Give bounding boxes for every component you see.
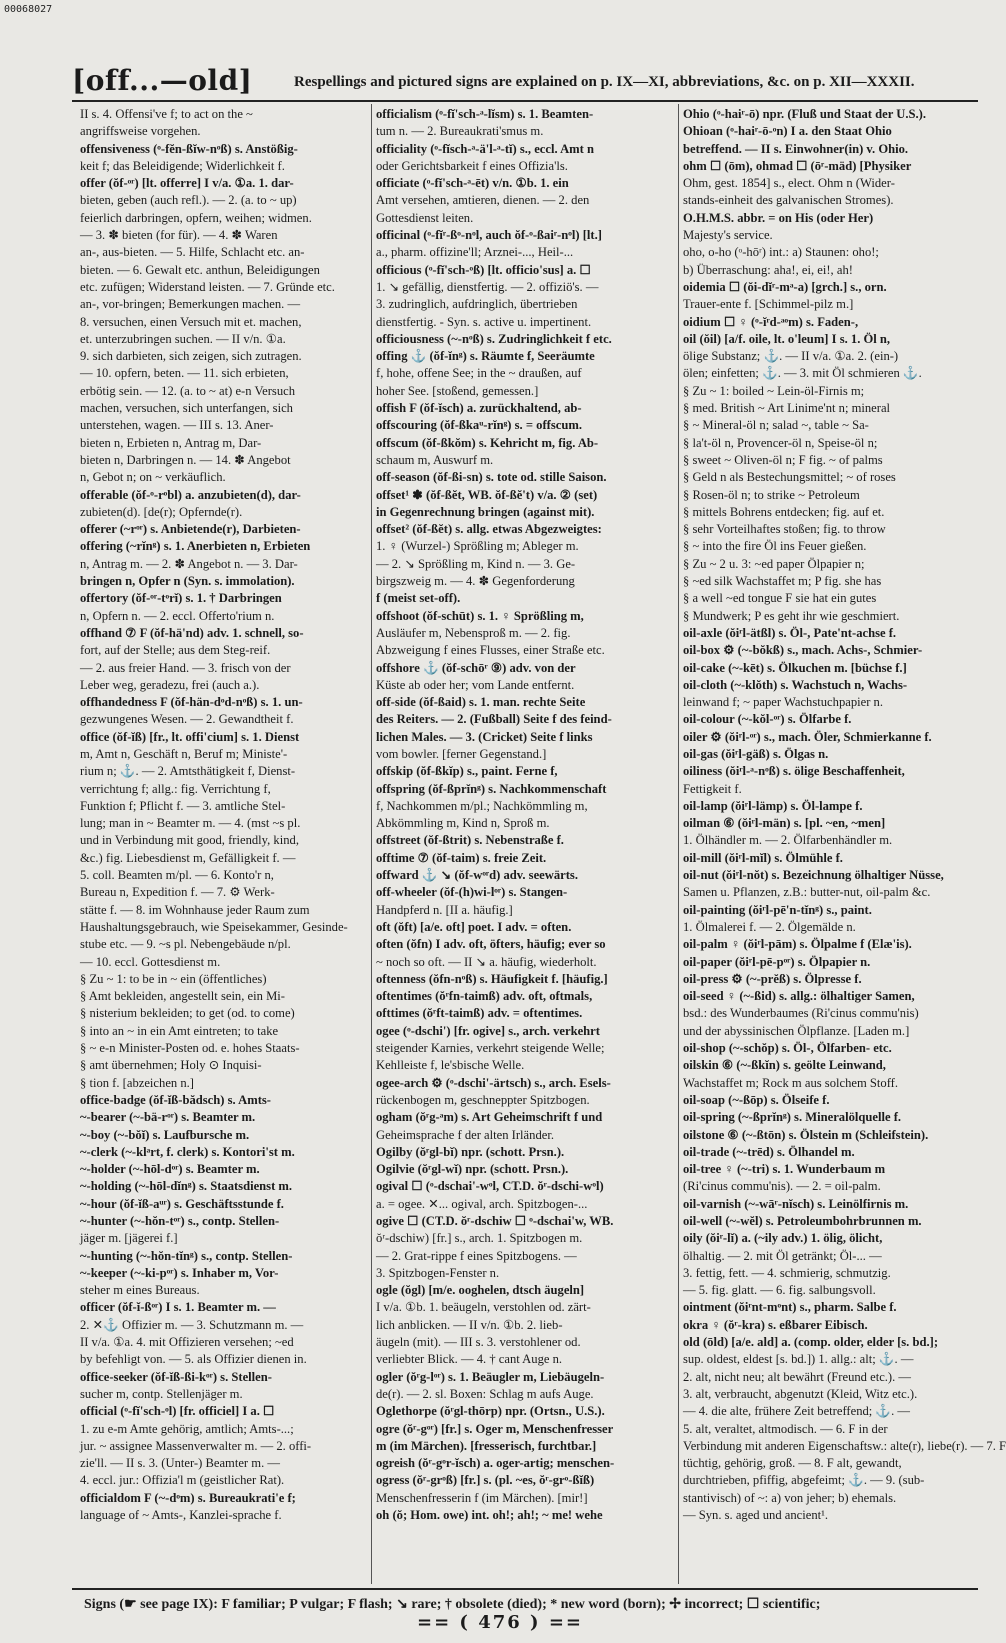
entry-line: Fettigkeit f. xyxy=(683,781,742,796)
entry-line: 1. Ölmalerei f. — 2. Ölgemälde n. xyxy=(683,919,856,934)
entry-line: oftentimes (ŏʳfn-taimß) adv. oft, oftmals, xyxy=(376,989,593,1004)
entry-line: offing ⚓ (ŏf-ĭnᵍ) s. Räumte f, Seeräumte xyxy=(376,349,595,364)
entry-line: rückenbogen m, geschneppter Spitzbogen. xyxy=(376,1092,590,1107)
entry-line: 5. coll. Beamten m/pl. — 6. Konto'r n, xyxy=(80,868,274,883)
entry-line: — 2. Grat-rippe f eines Spitzbogens. — xyxy=(376,1248,577,1263)
entry-line: official (ᵒ-fĭ'sch-ᵒl) [fr. officiel] I a. ☐ xyxy=(80,1404,275,1419)
entry-line: off-season (ŏf-ßi-sn) s. tote od. stille Saison. xyxy=(376,470,607,485)
entry-line: language of ~ Amts-, Kanzlei-sprache f. xyxy=(80,1508,282,1523)
entry-line: oh (ŏ; Hom. owe) int. oh!; ah!; ~ me! wehe xyxy=(376,1508,603,1523)
entry-line: stube etc. — 9. ~s pl. Nebengebäude n/pl. xyxy=(80,937,291,952)
entry-line: etc. zufügen; Widerstand leisten. — 7. Gründe etc. xyxy=(80,279,335,294)
entry-line: offer (ŏf-ᵒʳ) [lt. offerre] I v/a. ①a. 1. dar- xyxy=(80,176,294,191)
entry-line: stätte f. — 8. im Wohnhause jeder Raum zum xyxy=(80,902,310,917)
scan-id: 00068027 xyxy=(4,4,53,15)
column-divider xyxy=(678,104,679,1584)
entry-line: tüchtig, gehörig, groß. — 8. F alt, gewandt, xyxy=(683,1456,902,1471)
entry-line: § ~ed silk Wachstaffet m; P fig. she has xyxy=(683,574,882,589)
entry-line: unterstehen, wagen. — III s. 13. Aner- xyxy=(80,418,274,433)
entry-line: ölige Substanz; ⚓. — II v/a. ①a. 2. (ein-) xyxy=(683,349,899,364)
entry-line: bieten. — 6. Gewalt etc. anthun, Beleidigungen xyxy=(80,262,320,277)
entry-line: zubieten(d). [de(r); Opfernde(r). xyxy=(80,504,243,519)
entry-line: sucher m, contp. Stellenjäger m. xyxy=(80,1386,243,1401)
entry-line: ogreish (ŏʳ-gᵒr-ĭsch) a. oger-artig; menschen- xyxy=(376,1456,615,1471)
entry-line: und der abyssinischen Ölpflanze. [Laden m.] xyxy=(683,1023,910,1038)
entry-line: § med. British ~ Art Linime'nt n; mineral xyxy=(683,401,891,416)
entry-line: offset² (ŏf-ßĕt) s. allg. etwas Abgezweigtes: xyxy=(376,522,602,537)
entry-line: fort, auf der Stelle; aus dem Steg-reif. xyxy=(80,643,271,658)
entry-line: ointment (ŏiʳnt-mᵒnt) s., pharm. Salbe f. xyxy=(683,1300,897,1315)
entry-line: 1. ♀ (Wurzel-) Sprößling m; Ableger m. xyxy=(376,539,579,554)
entry-line: — 3. ✽ bieten (for für). — 4. ✽ Waren xyxy=(80,228,278,243)
entry-line: Oglethorpe (ŏʳgl-thōrp) npr. (Ortsn., U.S.). xyxy=(376,1404,605,1419)
entry-line: — 10. opfern, beten. — 11. sich erbieten, xyxy=(80,366,289,381)
entry-line: ogress (ŏʳ-grᵒß) [fr.] s. (pl. ~es, ŏʳ-grᵒ-ßĭß) xyxy=(376,1473,595,1488)
entry-line: oil-palm ♀ (ŏiʳl-pām) s. Ölpalme f (Elæ'is). xyxy=(683,937,912,952)
entry-line: ~-hour (ŏf-ĭß-aᵘʳ) s. Geschäftsstunde f. xyxy=(80,1196,284,1211)
entry-line: oho, o-ho (ᵒ-hōʳ) int.: a) Staunen: oho!; xyxy=(683,245,879,260)
entry-line: und in Verbindung mit good, friendly, kind, xyxy=(80,833,299,848)
entry-line: — 4. die alte, frühere Zeit betreffend; ⚓. — xyxy=(683,1404,911,1419)
page-number: == ( 476 ) == xyxy=(416,1612,583,1633)
entry-line: birgszweig m. — 4. ✽ Gegenforderung xyxy=(376,574,575,589)
entry-line: okra ♀ (ŏʳ-kra) s. eßbarer Eibisch. xyxy=(683,1317,868,1332)
entry-line: Haushaltungsgebrauch, wie Speisekammer, Gesinde- xyxy=(80,919,348,934)
entry-line: II v/a. ①a. 4. mit Offizieren versehen; ~ed xyxy=(80,1335,294,1350)
entry-line: lich anblicken. — II v/n. ①b. 2. lieb- xyxy=(376,1317,563,1332)
entry-line: § sweet ~ Oliven-öl n; F fig. ~ of palms xyxy=(683,452,883,467)
signs-legend: Signs (☛ see page IX): F familiar; P vulgar; F flash; ↘ rare; † obsolete (died); * new word (born); ✢ incorrect; ☐ scientific; xyxy=(84,1597,821,1612)
entry-line: off-wheeler (ŏf-(h)wi-lᵒʳ) s. Stangen- xyxy=(376,885,568,900)
entry-line: dienstfertig. - Syn. s. active u. impertinent. xyxy=(376,314,592,329)
entry-line: § Zu ~ 1: boiled ~ Lein-öl-Firnis m; xyxy=(683,383,865,398)
entry-line: officialism (ᵒ-fĭ'sch-ᵃ-lĭsm) s. 1. Beamten- xyxy=(376,107,594,121)
entry-line: 3. fettig, fett. — 4. schmierig, schmutzig. xyxy=(683,1265,891,1280)
entry-line: bsd.: des Wunderbaumes (Ri'cinus commu'nis) xyxy=(683,1006,919,1021)
entry-line: officinal (ᵒ-fĭʳ-ßᵒ-nᵒl, auch ŏf-ᵒ-ßaiʳ-nᵒl) [lt.] xyxy=(376,228,602,243)
entry-line: § Mundwerk; P es geht ihr wie geschmiert. xyxy=(683,608,900,623)
entry-line: offset¹ ✽ (ŏf-ßĕt, WB. ŏf-ßĕ't) v/a. ② (set) xyxy=(376,487,598,502)
entry-line: 1. Ölhändler m. — 2. Ölfarbenhändler m. xyxy=(683,833,893,848)
entry-line: an-, aus-bieten. — 5. Hilfe, Schlacht etc. an- xyxy=(80,245,305,260)
entry-line: offering (~rĭnᵍ) s. 1. Anerbieten n, Erbieten xyxy=(80,539,311,554)
entry-line: f, hohe, offene See; in the ~ draußen, auf xyxy=(376,366,582,381)
entry-line: oil-nut (ŏiʳl-nŏt) s. Bezeichnung ölhaltiger Nüsse, xyxy=(683,868,944,883)
entry-line: Bureau n, Expedition f. — 7. ⚙ Werk- xyxy=(80,885,275,900)
entry-line: ogham (ŏʳg-ᵃm) s. Art Geheimschrift f und xyxy=(376,1110,603,1125)
entry-line: ofttimes (ŏʳft-taimß) adv. = oftentimes. xyxy=(376,1006,583,1021)
entry-line: ölen; einfetten; ⚓. — 3. mit Öl schmieren ⚓. xyxy=(683,366,922,381)
entry-line: oil-gas (ŏiʳl-gäß) s. Ölgas n. xyxy=(683,746,829,761)
entry-line: Verbindung mit anderen Eigenschaftsw.: alte(r), liebe(r). — 7. F xyxy=(683,1438,1006,1453)
entry-line: Ohioan (ᵒ-haiʳ-ō-ᵒn) I a. den Staat Ohio xyxy=(683,124,892,139)
entry-line: oil-trade (~-trēd) s. Ölhandel m. xyxy=(683,1144,855,1159)
entry-line: Majesty's service. xyxy=(683,228,773,243)
entry-line: Abzweigung f eines Flusses, einer Straße etc. xyxy=(376,643,605,658)
entry-line: offward ⚓ ↘ (ŏf-wᵒʳd) adv. seewärts. xyxy=(376,868,578,883)
entry-line: § Amt bekleiden, angestellt sein, ein Mi- xyxy=(80,989,285,1004)
entry-line: § a well ~ed tongue F sie hat ein gutes xyxy=(683,591,877,606)
entry-line: de(r). — 2. sl. Boxen: Schlag m aufs Auge. xyxy=(376,1386,594,1401)
entry-line: § Zu ~ 1: to be in ~ ein (öffentliches) xyxy=(80,971,267,986)
entry-line: Gottesdienst leiten. xyxy=(376,210,474,225)
entry-line: — 10. eccl. Gottesdienst m. xyxy=(80,954,221,969)
entry-line: gezwungenes Wesen. — 2. Gewandtheit f. xyxy=(80,712,294,727)
entry-line: offstreet (ŏf-ßtrit) s. Nebenstraße f. xyxy=(376,833,564,848)
entry-line: oil-well (~-wĕl) s. Petroleumbohrbrunnen m. xyxy=(683,1214,922,1228)
entry-line: oil-tree ♀ (~-tri) s. 1. Wunderbaum m xyxy=(683,1162,886,1177)
entry-line: officiality (ᵒ-fĭsch-ᵃ-ä'l-ᵃ-tĭ) s., eccl. Amt n xyxy=(376,141,594,156)
entry-line: oil-lamp (ŏiʳl-lämp) s. Öl-lampe f. xyxy=(683,798,863,813)
entry-line: tum n. — 2. Bureaukrati'smus m. xyxy=(376,124,544,139)
entry-line: ogre (ŏʳ-gᵒʳ) [fr.] s. Oger m, Menschenfresser xyxy=(376,1421,614,1436)
entry-line: ~-bearer (~-bä-rᵒʳ) s. Beamter m. xyxy=(80,1110,256,1125)
entry-line: offskip (ŏf-ßkĭp) s., paint. Ferne f, xyxy=(376,764,558,779)
entry-line: 8. versuchen, einen Versuch mit et. machen, xyxy=(80,314,302,329)
entry-line: oilskin ⑥ (~-ßkĭn) s. geölte Leinwand, xyxy=(683,1058,886,1073)
entry-line: oil (ŏil) [a/f. oile, lt. o'leum] I s. 1. Öl n, xyxy=(683,331,891,346)
entry-line: 3. alt, verbraucht, abgenutzt (Kleid, Witz etc.). xyxy=(683,1386,918,1401)
entry-line: 4. eccl. jur.: Offizia'l m (geistlicher Rat). xyxy=(80,1473,285,1488)
entry-line: lichen Males. — 3. (Cricket) Seite f links xyxy=(376,729,593,744)
entry-line: 3. Spitzbogen-Fenster n. xyxy=(376,1265,500,1280)
entry-line: II s. 4. Offensi've f; to act on the ~ xyxy=(80,107,253,121)
entry-line: n, Antrag m. — 2. ✽ Angebot n. — 3. Dar- xyxy=(80,556,298,571)
entry-line: äugeln (mit). — III s. 3. verstohlener od. xyxy=(376,1335,581,1350)
entry-line: offerer (~rᵒʳ) s. Anbietende(r), Darbieten- xyxy=(80,522,301,537)
entry-line: ~-boy (~-bŏĭ) s. Laufbursche m. xyxy=(80,1127,250,1142)
page-header xyxy=(72,64,978,100)
entry-line: § Zu ~ 2 u. 3: ~ed paper Ölpapier n; xyxy=(683,556,865,571)
entry-line: oftenness (ŏfn-nᵒß) s. Häufigkeit f. [häufig.] xyxy=(376,971,608,986)
entry-line: des Reiters. — 2. (Fußball) Seite f des feind- xyxy=(376,712,612,727)
entry-line: oil-seed ♀ (~-ßid) s. allg.: ölhaltiger Samen, xyxy=(683,989,915,1004)
entry-line: officiate (ᵒ-fĭ'sch-ᵃ-ēt) v/n. ①b. 1. ein xyxy=(376,176,569,191)
entry-line: § ~ e-n Minister-Posten od. e. hohes Staats- xyxy=(80,1041,300,1056)
entry-line: &c.) fig. Liebesdienst m, Gefälligkeit f. — xyxy=(80,850,296,865)
entry-line: offshoot (ŏf-schūt) s. 1. ♀ Sprößling m, xyxy=(376,608,584,623)
entry-line: verliebter Blick. — 4. † cant Auge n. xyxy=(376,1352,563,1367)
entry-line: offspring (ŏf-ßprĭnᵍ) s. Nachkommenschaft xyxy=(376,781,607,796)
entry-line: oilman ⑥ (ŏiʳl-män) s. [pl. ~en, ~men] xyxy=(683,816,886,831)
entry-line: 3. zudringlich, aufdringlich, übertrieben xyxy=(376,297,578,312)
entry-line: — 2. aus freier Hand. — 3. frisch von der xyxy=(80,660,291,675)
entry-line: oiler ⚙ (ŏiʳl-ᵒʳ) s., mach. Öler, Schmierkanne f. xyxy=(683,729,932,744)
entry-line: verrichtung f; allg.: fig. Verrichtung f, xyxy=(80,781,271,796)
entry-line: officiousness (~-nᵒß) s. Zudringlichkeit f etc. xyxy=(376,331,612,346)
entry-line: ~-holder (~-hōl-dᵒʳ) s. Beamter m. xyxy=(80,1162,260,1177)
entry-line: Küste ab oder her; vom Lande entfernt. xyxy=(376,677,575,692)
entry-line: an-, vor-bringen; Bemerkungen machen. — xyxy=(80,297,301,312)
entry-line: m (im Märchen). [fresserisch, furchtbar.] xyxy=(376,1438,597,1453)
entry-line: Trauer-ente f. [Schimmel-pilz m.] xyxy=(683,297,854,312)
entry-line: offerable (ŏf-ᵒ-rᵒbl) a. anzubieten(d), dar- xyxy=(80,487,301,502)
entry-line: jäger m. [jägerei f.] xyxy=(80,1231,178,1246)
entry-line: Ohm, gest. 1854] s., elect. Ohm n (Wider- xyxy=(683,176,895,191)
entry-line: office-badge (ŏf-ĭß-bădsch) s. Amts- xyxy=(80,1092,271,1107)
entry-line: hoher See. [stoßend, gemessen.] xyxy=(376,383,539,398)
entry-line: ogler (ŏʳg-lᵒʳ) s. 1. Beäugler m, Liebäugeln- xyxy=(376,1369,605,1384)
entry-line: Leber weg, geradezu, frei (auch a.). xyxy=(80,677,260,692)
entry-line: § la't-öl n, Provencer-öl n, Speise-öl n; xyxy=(683,435,878,450)
entry-line: f (meist set-off). xyxy=(376,591,461,606)
entry-line: Ausläufer m, Nebensproß m. — 2. fig. xyxy=(376,625,571,640)
entry-line: f, Nachkommen m/pl.; Nachkömmling m, xyxy=(376,798,588,813)
entry-line: 2. alt, nicht neu; alt bewährt (Freund etc.). — xyxy=(683,1369,912,1384)
entry-line: vom bowler. [ferner Gegenstand.] xyxy=(376,746,547,761)
entry-line: a. = ogee. ✕... ogival, arch. Spitzbogen-... xyxy=(376,1196,588,1211)
entry-line: oidemia ☐ (ŏi-dĭʳ-mᵃ-a) [grch.] s., orn. xyxy=(683,279,887,294)
entry-line: oilstone ⑥ (~-ßtōn) s. Ölstein m (Schleifstein). xyxy=(683,1127,929,1142)
entry-line: oil-cake (~-kēt) s. Ölkuchen m. [büchse f.] xyxy=(683,660,907,675)
entry-line: ogle (ŏgl) [m/e. ooghelen, dtsch äugeln] xyxy=(376,1283,585,1298)
entry-line: oil-press ⚙ (~-prĕß) s. Ölpresse f. xyxy=(683,971,862,986)
entry-line: officer (ŏf-ĭ-ßᵒʳ) I s. 1. Beamter m. — xyxy=(80,1300,276,1315)
entry-line: Geheimsprache f der alten Irländer. xyxy=(376,1127,554,1142)
entry-line: Ohio (ᵒ-haiʳ-ō) npr. (Fluß und Staat der U.S.). xyxy=(683,107,926,121)
page-range-title: [off...—old] xyxy=(72,64,253,97)
entry-line: I v/a. ①b. 1. beäugeln, verstohlen od. zärt- xyxy=(376,1300,591,1315)
entry-line: oil-spring (~-ßprĭnᵍ) s. Mineralölquelle f. xyxy=(683,1110,902,1125)
entry-line: Samen u. Pflanzen, z.B.: butter-nut, oil-palm &c. xyxy=(683,885,931,900)
footer-rule xyxy=(72,1588,978,1590)
entry-line: machen, versuchen, sich unterfangen, sich xyxy=(80,401,293,416)
entry-line: schaum m, Auswurf m. xyxy=(376,452,494,467)
entry-line: oil-box ⚙ (~-bŏkß) s., mach. Achs-, Schmier- xyxy=(683,643,923,658)
entry-line: jur. ~ assignee Massenverwalter m. — 2. offi- xyxy=(80,1438,312,1453)
entry-line: ŏʳ-dschiw) [fr.] s., arch. 1. Spitzbogen m. xyxy=(376,1231,583,1246)
entry-line: oil-colour (~-kŏl-ᵒʳ) s. Ölfarbe f. xyxy=(683,712,852,727)
entry-line: — 2. ↘ Sprößling m, Kind n. — 3. Ge- xyxy=(376,556,576,571)
entry-line: ~-keeper (~-ki-pᵒʳ) s. Inhaber m, Vor- xyxy=(80,1265,279,1280)
dictionary-column-2 xyxy=(376,106,661,1584)
entry-line: ogee-arch ⚙ (ᵒ-dschi'-ärtsch) s., arch. Esels- xyxy=(376,1075,611,1090)
entry-line: off-side (ŏf-ßaid) s. 1. man. rechte Seite xyxy=(376,695,586,710)
entry-line: 5. alt, veraltet, altmodisch. — 6. F in der xyxy=(683,1421,888,1436)
entry-line: bieten, geben (auch refl.). — 2. (a. to ~ up) xyxy=(80,193,297,208)
entry-line: erbötig sein. — 12. (a. to ~ at) e-n Versuch xyxy=(80,383,296,398)
entry-line: 1. ↘ gefällig, dienstfertig. — 2. offiziö's. — xyxy=(376,279,599,294)
entry-line: ~-hunting (~-hŏn-tĭnᵍ) s., contp. Stellen- xyxy=(80,1248,293,1263)
entry-line: in Gegenrechnung bringen (against mit). xyxy=(376,504,595,519)
entry-line: oil-mill (ŏiʳl-mĭl) s. Ölmühle f. xyxy=(683,850,843,865)
entry-line: O.H.M.S. abbr. = on His (oder Her) xyxy=(683,210,874,225)
entry-line: by befehligt von. — 5. als Offizier dienen in. xyxy=(80,1352,307,1367)
entry-line: ~-clerk (~-klᵃrt, f. clerk) s. Kontori'st m. xyxy=(80,1144,295,1159)
entry-line: Handpferd n. [II a. häufig.] xyxy=(376,902,513,917)
entry-line: oily (ŏiʳ-lĭ) a. (~ily adv.) 1. ölig, ölicht, xyxy=(683,1231,883,1246)
entry-line: rium n; ⚓. — 2. Amtsthätigkeit f, Dienst- xyxy=(80,764,296,779)
entry-line: 9. sich darbieten, sich zeigen, sich zutragen. xyxy=(80,349,302,364)
entry-line: Abkömmling m, Kind n, Sproß m. xyxy=(376,816,550,831)
header-note: Respellings and pictured signs are explained on p. IX—XI, abbreviations, &c. on p. XII—XXXII. xyxy=(294,74,915,90)
entry-line: bieten n, Erbieten n, Antrag m, Dar- xyxy=(80,435,262,450)
entry-line: offensiveness (ᵒ-fĕn-ßĭw-nᵒß) s. Anstößig- xyxy=(80,141,298,156)
entry-line: Wachstaffet m; Rock m aus solchem Stoff. xyxy=(683,1075,899,1090)
entry-line: § Geld n als Bestechungsmittel; ~ of roses xyxy=(683,470,896,485)
entry-line: offscum (ŏf-ßkŏm) s. Kehricht m, fig. Ab- xyxy=(376,435,599,450)
entry-line: n, Opfern n. — 2. eccl. Offerto'rium n. xyxy=(80,608,275,623)
entry-line: offtime ⑦ (ŏf-taim) s. freie Zeit. xyxy=(376,850,547,865)
entry-line: steigender Karnies, verkehrt steigende Welle; xyxy=(376,1041,605,1056)
entry-line: feierlich darbringen, opfern, weihen; widmen. xyxy=(80,210,312,225)
entry-line: office-seeker (ŏf-ĭß-ßi-kᵒʳ) s. Stellen- xyxy=(80,1369,272,1384)
entry-line: oil-painting (ŏiʳl-pē'n-tĭnᵍ) s., paint. xyxy=(683,902,872,917)
dictionary-column-3 xyxy=(683,106,1006,1584)
entry-line: officious (ᵒ-fĭ'sch-ᵒß) [lt. officio'sus] a. ☐ xyxy=(376,262,591,277)
entry-line: zie'll. — II s. 3. (Unter-) Beamter m. — xyxy=(80,1456,280,1471)
entry-line: ölhaltig. — 2. mit Öl getränkt; Öl-... — xyxy=(683,1248,882,1263)
entry-line: durchtrieben, pfiffig, abgefeimt; ⚓. — 9. (sub- xyxy=(683,1473,925,1488)
entry-line: a., pharm. offizine'll; Arznei-..., Heil-... xyxy=(376,245,574,260)
entry-line: Kehlleiste f, le'sbische Welle. xyxy=(376,1058,525,1073)
entry-line: ~-hunter (~-hŏn-tᵒʳ) s., contp. Stellen- xyxy=(80,1214,280,1228)
entry-line: — 5. fig. glatt. — 6. fig. salbungsvoll. xyxy=(683,1283,876,1298)
entry-line: office (ŏf-ĭß) [fr., lt. offi'cium] s. 1. Dienst xyxy=(80,729,300,744)
entry-line: § into an ~ in ein Amt eintreten; to take xyxy=(80,1023,279,1038)
entry-line: offertory (ŏf-ᵒʳ-tᵒrĭ) s. 1. † Darbringen xyxy=(80,591,282,606)
entry-line: oil-shop (~-schŏp) s. Öl-, Ölfarben- etc. xyxy=(683,1041,892,1056)
entry-line: (Ri'cinus commu'nis). — 2. = oil-palm. xyxy=(683,1179,881,1194)
entry-line: — Syn. s. aged und ancient¹. xyxy=(683,1508,829,1523)
entry-line: keit f; das Beleidigende; Widerlichkeit f. xyxy=(80,158,285,173)
entry-line: oil-varnish (~-wāʳ-nĭsch) s. Leinölfirnis m. xyxy=(683,1196,909,1211)
entry-line: 1. zu e-m Amte gehörig, amtlich; Amts-...; xyxy=(80,1421,294,1436)
entry-line: ohm ☐ (ōm), ohmad ☐ (ōʳ-mäd) [Physiker xyxy=(683,158,912,173)
entry-line: old (ōld) [a/e. ald] a. (comp. older, elder [s. bd.]; xyxy=(683,1335,939,1350)
entry-line: § mittels Bohrens entdecken; fig. auf et. xyxy=(683,504,885,519)
entry-line: ogive ☐ (CT.D. ŏʳ-dschiw ☐ ᵒ-dschai'w, WB. xyxy=(376,1214,614,1228)
entry-line: leinwand f; ~ paper Wachstuchpapier n. xyxy=(683,695,883,710)
entry-line: § nisterium bekleiden; to get (od. to come) xyxy=(80,1006,295,1021)
entry-line: bieten n, Darbringen n. — 14. ✽ Angebot xyxy=(80,452,291,467)
entry-line: stands-einheit des galvanischen Stromes). xyxy=(683,193,894,208)
entry-line: steher m eines Bureaus. xyxy=(80,1283,200,1298)
entry-line: officialdom F (~-dᵒm) s. Bureaukrati'e f; xyxy=(80,1490,296,1505)
entry-line: offhandedness F (ŏf-hän-dᵒd-nᵒß) s. 1. un- xyxy=(80,695,303,710)
entry-line: oft (ŏft) [a/e. oft] poet. I adv. = often. xyxy=(376,919,572,934)
entry-line: § sehr Vorteilhaftes stoßen; fig. to throw xyxy=(683,522,886,537)
entry-line: offscouring (ŏf-ßkaᵘ-rĭnᵍ) s. = offscum. xyxy=(376,418,582,433)
entry-line: often (ŏfn) I adv. oft, öfters, häufig; ever so xyxy=(376,937,606,952)
entry-line: oidium ☐ ♀ (ᵒ-ĭʳd-ᵃᵒm) s. Faden-, xyxy=(683,314,859,329)
entry-line: § amt übernehmen; Holy ⊙ Inquisi- xyxy=(80,1058,262,1073)
entry-line: offhand ⑦ F (ŏf-hä'nd) adv. 1. schnell, so- xyxy=(80,625,304,640)
entry-line: n, Gebot n; on ~ verkäuflich. xyxy=(80,470,226,485)
entry-line: § ~ Mineral-öl n; salad ~, table ~ Sa- xyxy=(683,418,869,433)
entry-line: oil-paper (ŏiʳl-pē-pᵒʳ) s. Ölpapier n. xyxy=(683,954,871,969)
entry-line: offish F (ŏf-ĭsch) a. zurückhaltend, ab- xyxy=(376,401,582,416)
entry-line: Amt versehen, amtieren, dienen. — 2. den xyxy=(376,193,590,208)
entry-line: ~ noch so oft. — II ↘ a. häufig, wiederholt. xyxy=(376,954,597,969)
entry-line: § ~ into the fire Öl ins Feuer gießen. xyxy=(683,539,867,554)
entry-line: offshore ⚓ (ŏf-schōʳ ⑨) adv. von der xyxy=(376,660,576,675)
entry-line: Menschenfresserin f (im Märchen). [mir!] xyxy=(376,1490,588,1505)
entry-line: b) Überraschung: aha!, ei, ei!, ah! xyxy=(683,262,853,277)
header-rule xyxy=(72,100,978,102)
column-divider xyxy=(371,104,372,1584)
entry-line: ogival ☐ (ᵒ-dschai'-wᵒl, CT.D. ŏʳ-dschi-wᵒl) xyxy=(376,1179,604,1194)
entry-line: stantivisch) of ~: a) von jeher; b) ehemals. xyxy=(683,1490,897,1505)
entry-line: § tion f. [abzeichen n.] xyxy=(80,1075,194,1090)
entry-line: § Rosen-öl n; to strike ~ Petroleum xyxy=(683,487,860,502)
entry-line: oil-cloth (~-klŏth) s. Wachstuch n, Wachs- xyxy=(683,677,908,692)
entry-line: ogee (ᵒ-dschi') [fr. ogive] s., arch. verkehrt xyxy=(376,1023,600,1038)
entry-line: Ogilvie (ŏʳgl-wĭ) npr. (schott. Prsn.). xyxy=(376,1162,569,1177)
entry-line: angriffsweise vorgehen. xyxy=(80,124,201,139)
entry-line: sup. oldest, eldest [s. bd.]) 1. allg.: alt; ⚓. — xyxy=(683,1352,914,1367)
entry-line: 2. ✕⚓ Offizier m. — 3. Schutzmann m. — xyxy=(80,1317,304,1332)
entry-line: Ogilby (ŏʳgl-bĭ) npr. (schott. Prsn.). xyxy=(376,1144,565,1159)
entry-line: ~-holding (~-hōl-dĭnᵍ) s. Staatsdienst m. xyxy=(80,1179,293,1194)
entry-line: Funktion f; Pflicht f. — 3. amtliche Stel- xyxy=(80,798,286,813)
entry-line: betreffend. — II s. Einwohner(in) v. Ohio. xyxy=(683,141,909,156)
entry-line: oiliness (ŏiʳl-ᵃ-nᵒß) s. ölige Beschaffenheit, xyxy=(683,764,905,779)
entry-line: oil-axle (ŏiʳl-ätßl) s. Öl-, Pate'nt-achse f. xyxy=(683,625,897,640)
entry-line: oder Gerichtsbarkeit f eines Offizia'ls. xyxy=(376,158,568,173)
entry-line: lung; man in ~ Beamter m. — 4. (mst ~s pl. xyxy=(80,816,301,831)
entry-line: et. unterzubringen suchen. — II v/n. ①a. xyxy=(80,331,286,346)
entry-line: oil-soap (~-ßōp) s. Ölseife f. xyxy=(683,1092,830,1107)
entry-line: m, Amt n, Geschäft n, Beruf m; Ministe'- xyxy=(80,746,288,761)
entry-line: bringen n, Opfer n (Syn. s. immolation). xyxy=(80,574,295,589)
dictionary-column-1 xyxy=(80,106,365,1584)
